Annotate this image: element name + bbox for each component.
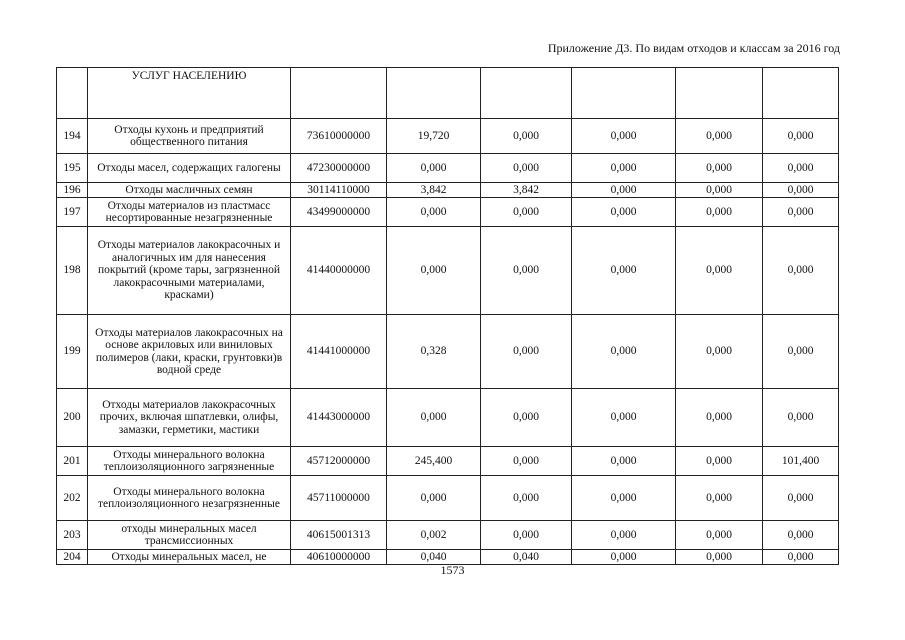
cell-v1: 0,000 (387, 198, 481, 227)
cell-code: 41441000000 (291, 315, 387, 389)
cell-num (57, 68, 88, 119)
cell-v3: 0,000 (572, 227, 676, 315)
cell-num: 201 (57, 447, 88, 476)
table-row (57, 521, 839, 550)
cell-v4: 0,000 (676, 227, 763, 315)
cell-v2: 0,000 (481, 315, 572, 389)
cell-v2: 3,842 (481, 183, 572, 198)
cell-v5: 0,000 (763, 476, 839, 521)
table-row (57, 154, 839, 183)
cell-name: Отходы кухонь и предприятий общественного питания (88, 119, 291, 154)
cell-v3: 0,000 (572, 447, 676, 476)
table-row (57, 389, 839, 447)
table-row (57, 315, 839, 389)
cell-v4: 0,000 (676, 198, 763, 227)
cell-v2: 0,000 (481, 119, 572, 154)
cell-v2: 0,000 (481, 476, 572, 521)
cell-v3: 0,000 (572, 198, 676, 227)
cell-v3: 0,000 (572, 119, 676, 154)
waste-table (56, 67, 839, 565)
cell-v2: 0,040 (481, 550, 572, 565)
cell-v1 (387, 68, 481, 119)
cell-code: 45712000000 (291, 447, 387, 476)
cell-v5: 0,000 (763, 389, 839, 447)
cell-name: Отходы материалов лакокрасочных прочих, включая шпатлевки, олифы, замазки, герметики, мастики (88, 389, 291, 447)
cell-v1: 0,000 (387, 389, 481, 447)
cell-code: 41440000000 (291, 227, 387, 315)
cell-name: Отходы минеральных масел, не (88, 550, 291, 565)
cell-v1: 3,842 (387, 183, 481, 198)
table-row (57, 476, 839, 521)
cell-name: Отходы материалов из пластмасс несортированные незагрязненные (88, 198, 291, 227)
cell-name: УСЛУГ НАСЕЛЕНИЮ (88, 68, 291, 119)
cell-v1: 245,400 (387, 447, 481, 476)
cell-v1: 0,000 (387, 154, 481, 183)
cell-num: 198 (57, 227, 88, 315)
cell-v4: 0,000 (676, 154, 763, 183)
cell-v5: 0,000 (763, 521, 839, 550)
cell-num: 200 (57, 389, 88, 447)
cell-v4: 0,000 (676, 389, 763, 447)
cell-v5 (763, 68, 839, 119)
cell-v2: 0,000 (481, 198, 572, 227)
cell-v4: 0,000 (676, 550, 763, 565)
cell-v5: 0,000 (763, 198, 839, 227)
cell-v2 (481, 68, 572, 119)
cell-num: 202 (57, 476, 88, 521)
table-row (57, 198, 839, 227)
table-row (57, 183, 839, 198)
cell-name: Отходы минерального волокна теплоизоляционного загрязненные (88, 447, 291, 476)
cell-v5: 0,000 (763, 119, 839, 154)
cell-v3: 0,000 (572, 183, 676, 198)
cell-v4: 0,000 (676, 183, 763, 198)
cell-v2: 0,000 (481, 447, 572, 476)
cell-num: 203 (57, 521, 88, 550)
continuation-row (57, 68, 839, 119)
cell-v2: 0,000 (481, 521, 572, 550)
page-header: Приложение Д3. По видам отходов и классам за 2016 год (547, 41, 840, 55)
cell-v4: 0,000 (676, 476, 763, 521)
cell-name: Отходы материалов лакокрасочных и аналогичных им для нанесения покрытий (кроме тары, загрязненной лакокрасочными материалами, красками) (88, 227, 291, 315)
cell-v5: 0,000 (763, 227, 839, 315)
cell-v4 (676, 68, 763, 119)
cell-code: 43499000000 (291, 198, 387, 227)
cell-v1: 0,002 (387, 521, 481, 550)
cell-code: 73610000000 (291, 119, 387, 154)
cell-v2: 0,000 (481, 389, 572, 447)
cell-v5: 0,000 (763, 183, 839, 198)
cell-v5: 0,000 (763, 550, 839, 565)
cell-num: 195 (57, 154, 88, 183)
cell-num: 194 (57, 119, 88, 154)
cell-name: отходы минеральных масел трансмиссионных (88, 521, 291, 550)
cell-num: 199 (57, 315, 88, 389)
cell-v1: 0,000 (387, 476, 481, 521)
cell-code: 40615001313 (291, 521, 387, 550)
cell-v3: 0,000 (572, 476, 676, 521)
cell-v1: 0,328 (387, 315, 481, 389)
cell-v4: 0,000 (676, 447, 763, 476)
table-row (57, 227, 839, 315)
cell-v5: 101,400 (763, 447, 839, 476)
cell-v1: 0,040 (387, 550, 481, 565)
cell-v5: 0,000 (763, 154, 839, 183)
cell-name: Отходы материалов лакокрасочных на основе акриловых или виниловых полимеров (лаки, краски, грунтовки)в водной среде (88, 315, 291, 389)
cell-v3: 0,000 (572, 315, 676, 389)
table-row (57, 447, 839, 476)
cell-num: 196 (57, 183, 88, 198)
cell-v4: 0,000 (676, 521, 763, 550)
table-row (57, 119, 839, 154)
cell-v3: 0,000 (572, 389, 676, 447)
cell-v3: 0,000 (572, 154, 676, 183)
cell-v2: 0,000 (481, 154, 572, 183)
cell-num: 197 (57, 198, 88, 227)
cell-code: 40610000000 (291, 550, 387, 565)
cell-name: Отходы минерального волокна теплоизоляционного незагрязненные (88, 476, 291, 521)
cell-code: 30114110000 (291, 183, 387, 198)
cell-v4: 0,000 (676, 119, 763, 154)
cell-name: Отходы масличных семян (88, 183, 291, 198)
cell-code: 45711000000 (291, 476, 387, 521)
cell-name: Отходы масел, содержащих галогены (88, 154, 291, 183)
cell-v5: 0,000 (763, 315, 839, 389)
cell-v4: 0,000 (676, 315, 763, 389)
cell-v3: 0,000 (572, 521, 676, 550)
cell-v3: 0,000 (572, 550, 676, 565)
cell-code: 47230000000 (291, 154, 387, 183)
cell-code: 41443000000 (291, 389, 387, 447)
cell-v1: 0,000 (387, 227, 481, 315)
cell-num: 204 (57, 550, 88, 565)
cell-v3 (572, 68, 676, 119)
page-number: 1573 (440, 563, 465, 577)
cell-v1: 19,720 (387, 119, 481, 154)
cell-code (291, 68, 387, 119)
cell-v2: 0,000 (481, 227, 572, 315)
